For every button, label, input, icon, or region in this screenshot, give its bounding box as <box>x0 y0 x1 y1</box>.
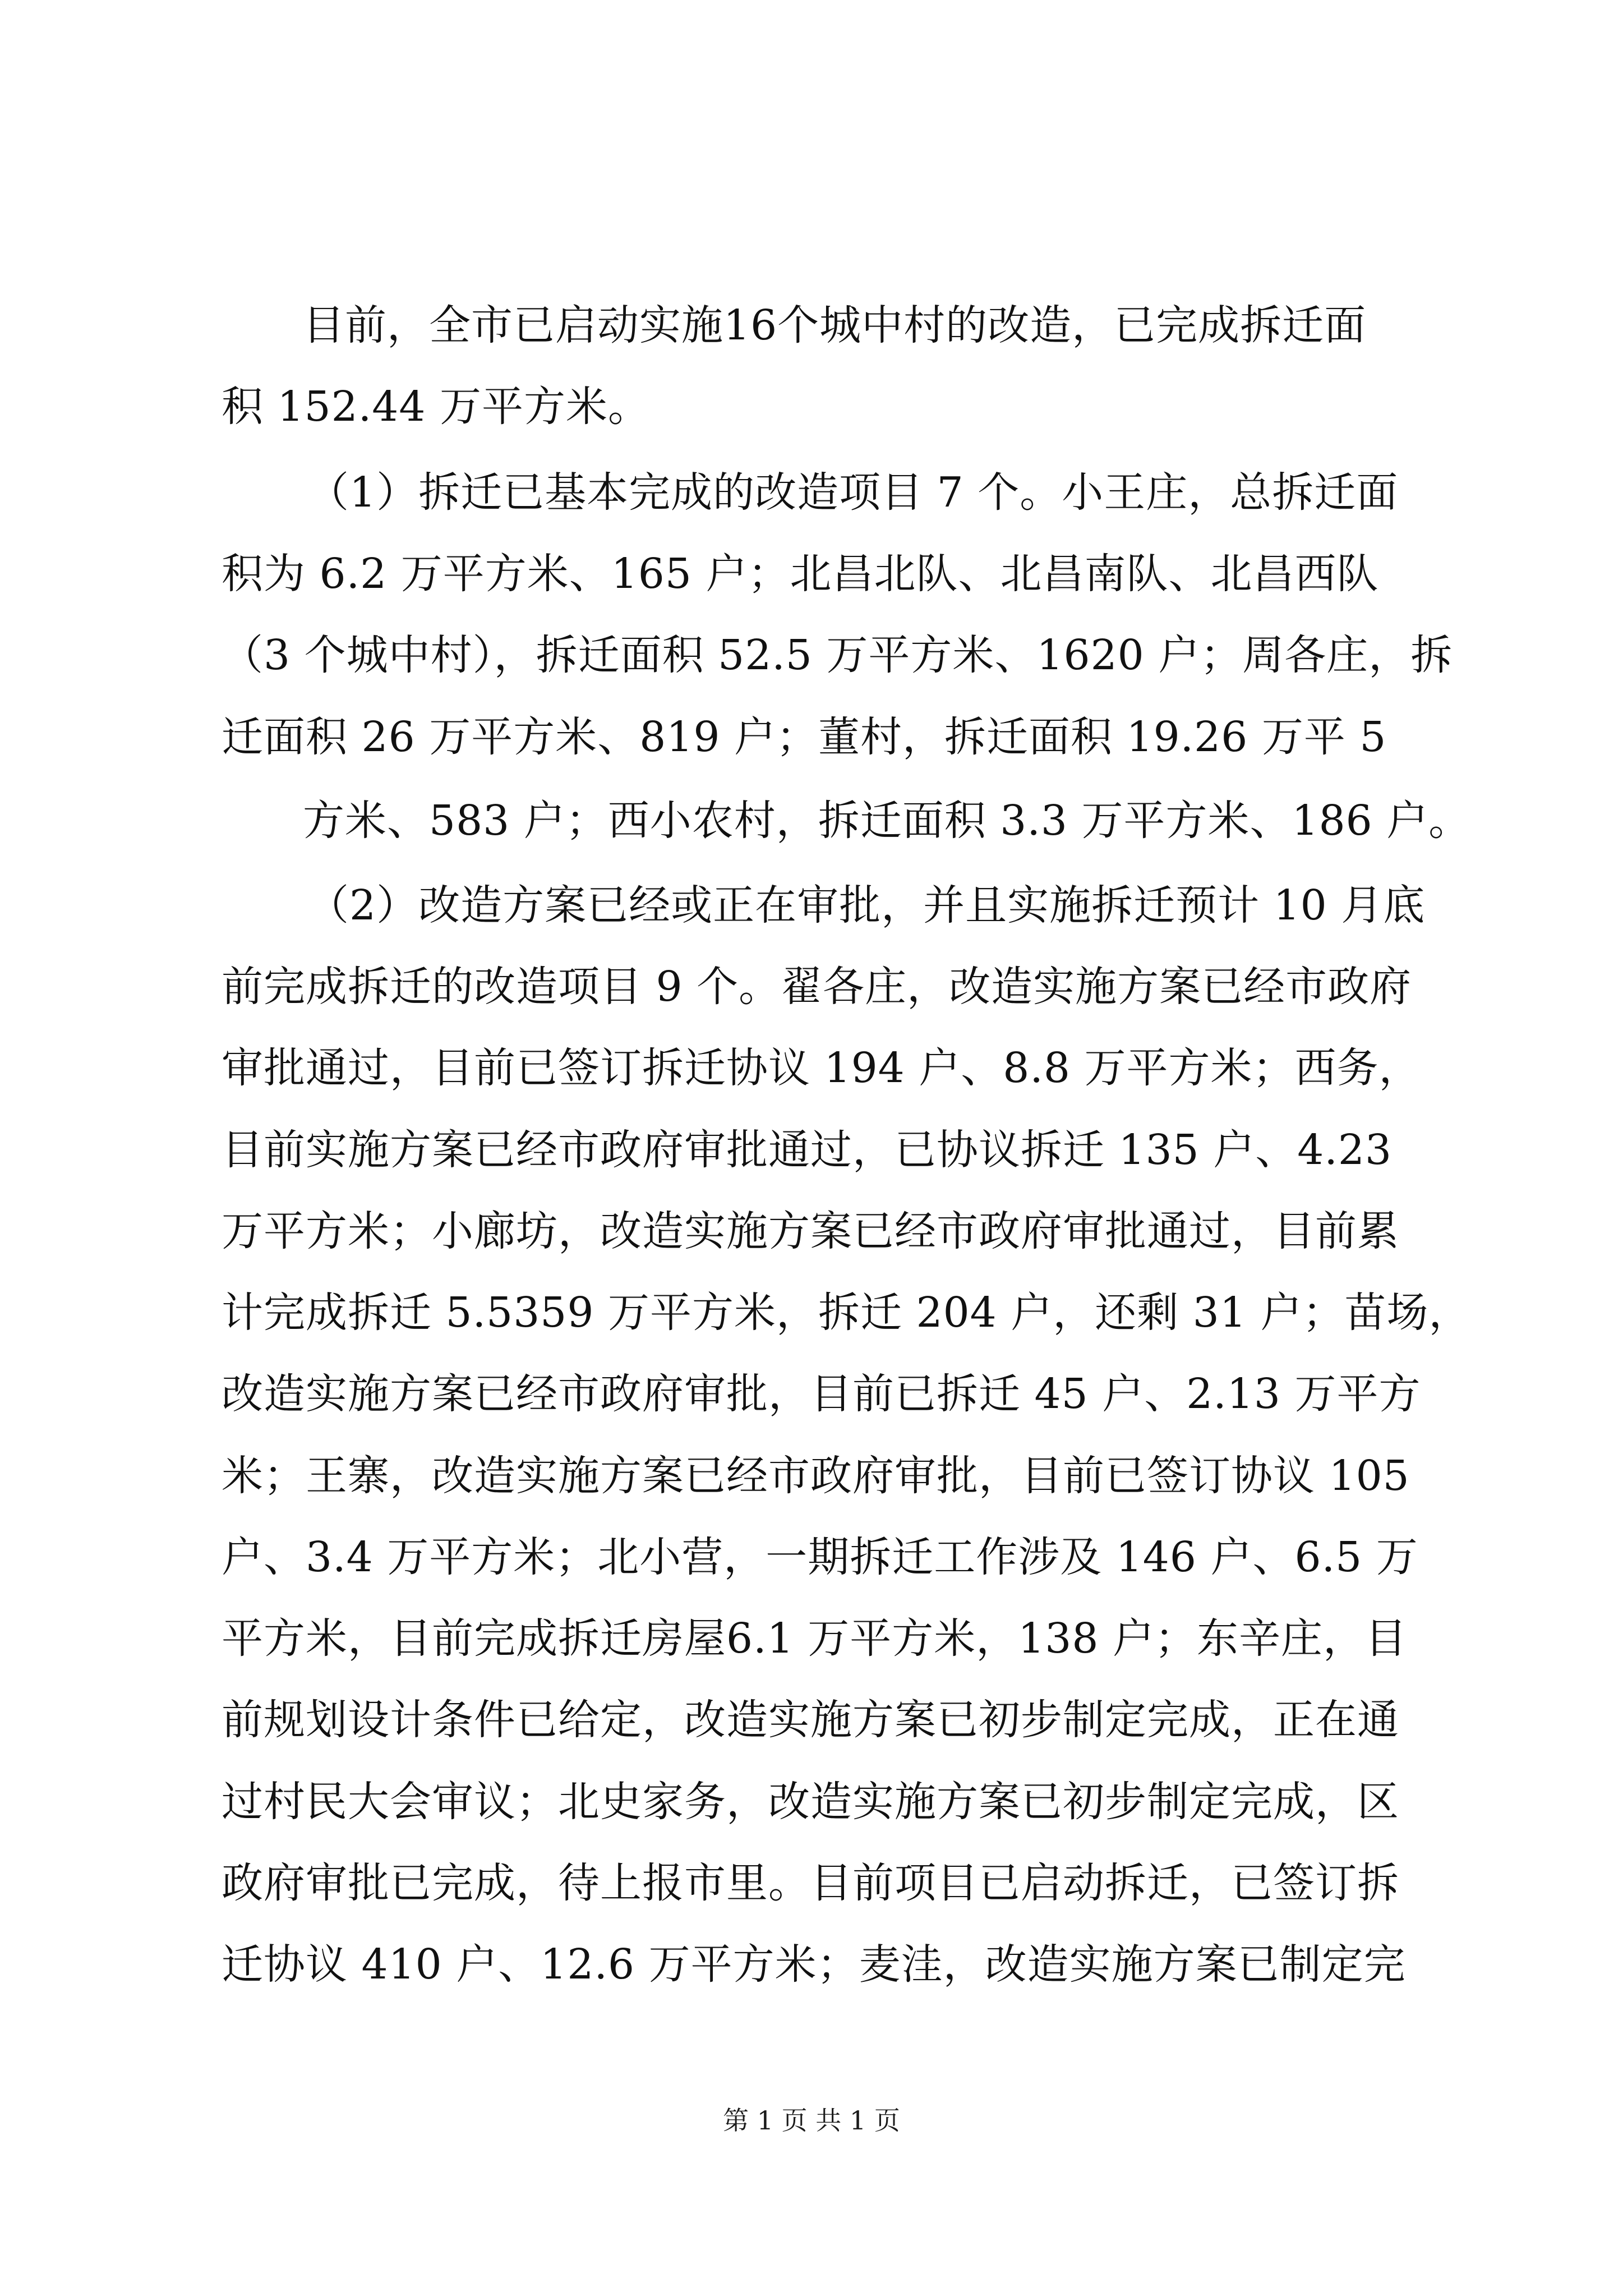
text-line-6: 迁面积 26 万平方米、819 户；董村，拆迁面积 19.26 万平 5 <box>222 713 1387 761</box>
text-line-21: 迁协议 410 户、12.6 万平方米；麦洼，改造实施方案已制定完 <box>222 1940 1406 1989</box>
text-line-18: 前规划设计条件已给定，改造实施方案已初步制定完成，正在通 <box>222 1696 1399 1744</box>
text-line-2: 积 152.44 万平方米。 <box>222 383 650 431</box>
text-line-10: 审批通过，目前已签订拆迁协议 194 户、8.8 万平方米；西务， <box>222 1044 1421 1092</box>
text-line-14: 改造实施方案已经市政府审批，目前已拆迁 45 户、2.13 万平方 <box>222 1370 1421 1418</box>
text-line-13: 计完成拆迁 5.5359 万平方米，拆迁 204 户，还剩 31 户；苗场， <box>222 1289 1471 1337</box>
text-line-20: 政府审批已完成，待上报市里。目前项目已启动拆迁，已签订拆 <box>222 1859 1399 1907</box>
text-line-19: 过村民大会审议；北史家务，改造实施方案已初步制定完成，区 <box>222 1778 1399 1826</box>
text-line-17: 平方米，目前完成拆迁房屋6.1 万平方米，138 户；东辛庄，目 <box>222 1614 1407 1663</box>
text-line-5: （3 个城中村），拆迁面积 52.5 万平方米、1620 户；周各庄，拆 <box>222 631 1453 679</box>
text-line-12: 万平方米；小廊坊，改造实施方案已经市政府审批通过，目前累 <box>222 1207 1399 1255</box>
text-line-16: 户、3.4 万平方米；北小营，一期拆迁工作涉及 146 户、6.5 万 <box>222 1533 1418 1581</box>
page-footer: 第 1 页 共 1 页 <box>723 2105 900 2136</box>
text-line-4: 积为 6.2 万平方米、165 户；北昌北队、北昌南队、北昌西队 <box>222 550 1379 598</box>
text-line-15: 米；王寨，改造实施方案已经市政府审批，目前已签订协议 105 <box>222 1452 1410 1500</box>
text-line-1: 目前，全市已启动实施16个城中村的改造，已完成拆迁面 <box>303 301 1367 349</box>
text-line-11: 目前实施方案已经市政府审批通过，已协议拆迁 135 户、4.23 <box>222 1126 1393 1174</box>
text-line-8: （2）改造方案已经或正在审批，并且实施拆迁预计 10 月底 <box>307 881 1426 930</box>
text-line-7: 方米、583 户；西小农村，拆迁面积 3.3 万平方米、186 户。 <box>303 797 1471 845</box>
text-line-3: （1）拆迁已基本完成的改造项目 7 个。小王庄，总拆迁面 <box>307 468 1399 517</box>
text-line-9: 前完成拆迁的改造项目 9 个。翟各庄，改造实施方案已经市政府 <box>222 963 1412 1011</box>
